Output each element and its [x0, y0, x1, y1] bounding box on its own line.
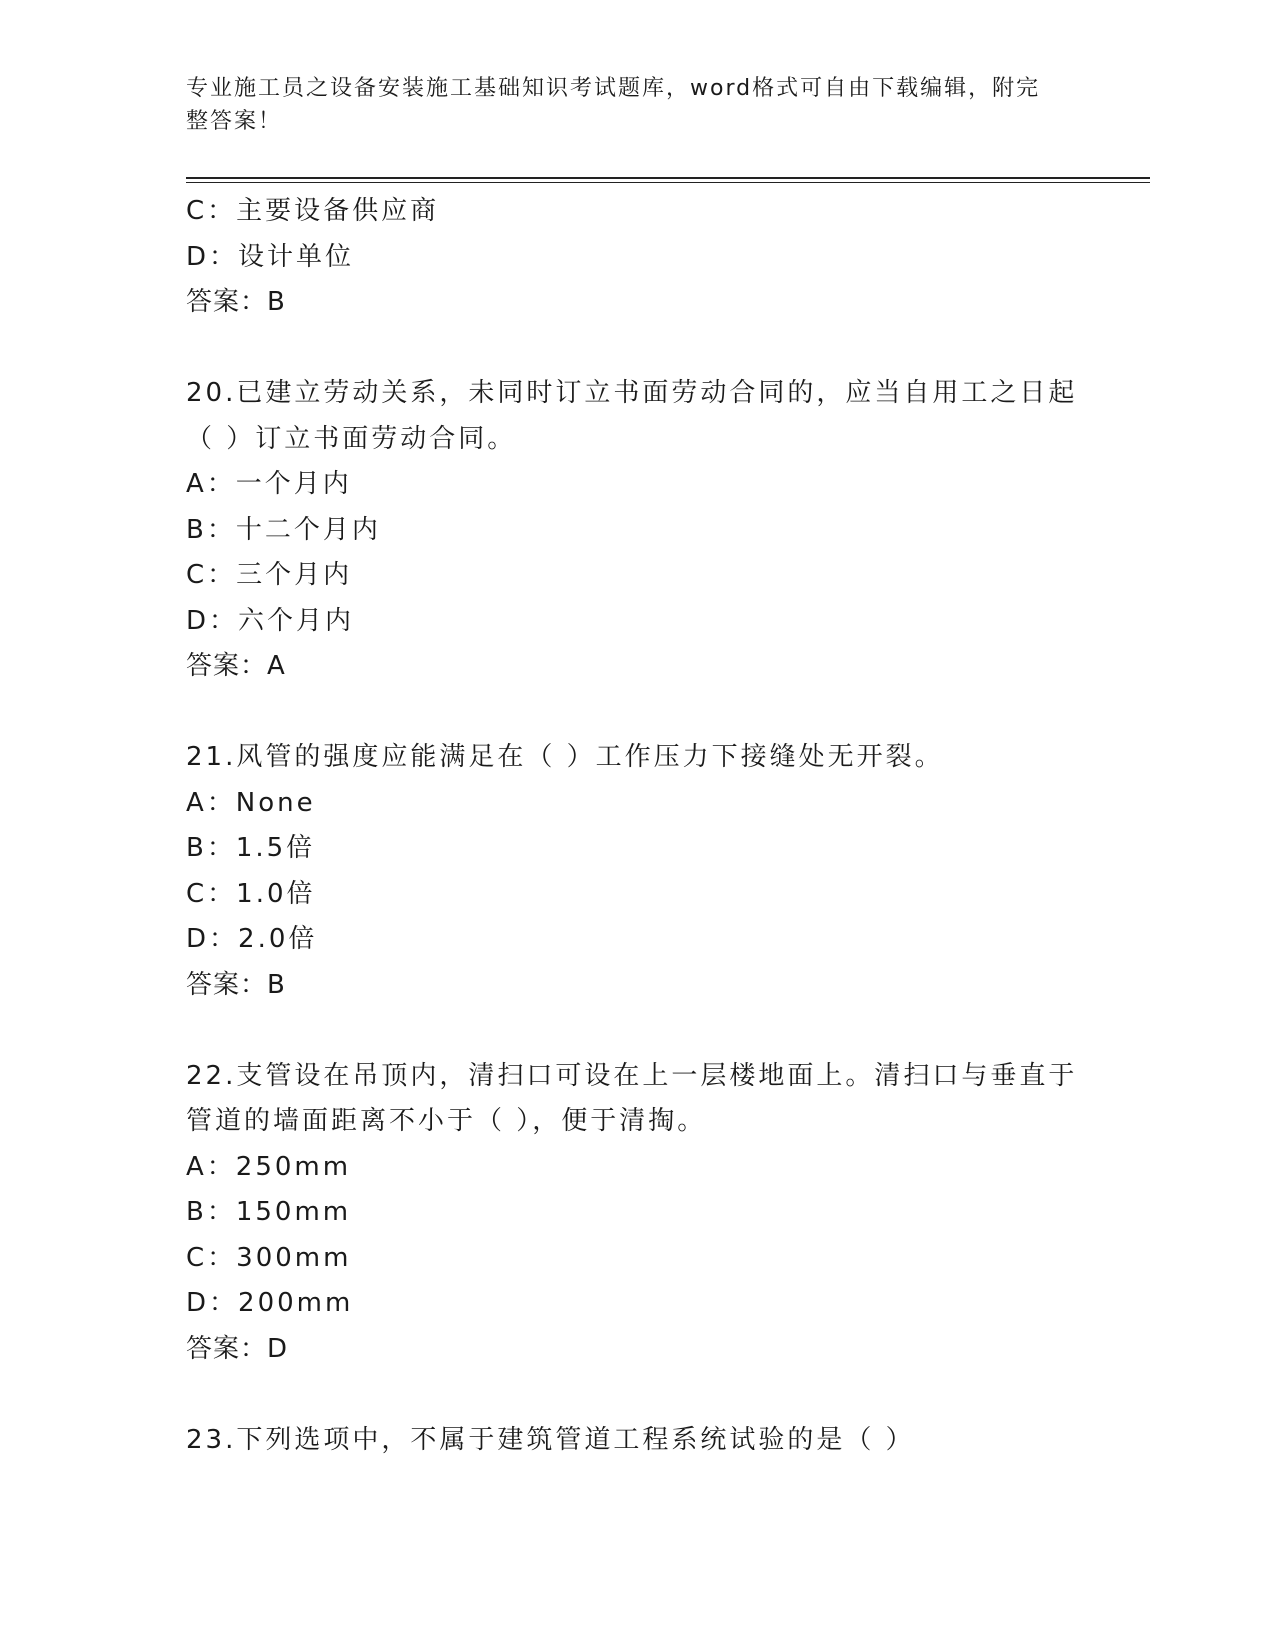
question-block-22	[186, 1054, 1086, 1373]
question-stem: 23.下列选项中，不属于建筑管道工程系统试验的是（ ）	[186, 1424, 915, 1455]
spacer	[186, 1008, 1086, 1054]
answer-line: 答案：A	[186, 651, 286, 681]
question-block-23	[186, 1418, 1086, 1464]
question-list	[186, 189, 1086, 1463]
header-divider-thick	[186, 177, 1150, 179]
option-d: D：200mm	[186, 1288, 354, 1318]
page-header	[186, 72, 1066, 138]
option-d: D：六个月内	[186, 605, 355, 636]
question-stem: 21.风管的强度应能满足在（ ）工作压力下接缝处无开裂。	[186, 742, 944, 772]
option-b: B：1.5倍	[186, 833, 316, 863]
option-a: A：None	[186, 787, 316, 818]
question-stem: 22.支管设在吊顶内，清扫口可设在上一层楼地面上。清扫口与垂直于	[186, 1060, 1078, 1091]
option-b: B：150mm	[186, 1197, 352, 1227]
question-stem-continued: （ ）订立书面劳动合同。	[186, 423, 517, 454]
option-d: D：设计单位	[186, 241, 355, 272]
question-stem: 20.已建立劳动关系，未同时订立书面劳动合同的，应当自用工之日起	[186, 378, 1078, 408]
option-d: D：2.0倍	[186, 924, 318, 954]
option-c: C：1.0倍	[186, 878, 316, 909]
spacer	[186, 326, 1086, 372]
header-divider-thin	[186, 182, 1150, 183]
question-stem-continued: 管道的墙面距离不小于（ ），便于清掏。	[186, 1106, 707, 1136]
answer-line: 答案：B	[186, 969, 286, 1000]
option-c: C：300mm	[186, 1242, 352, 1273]
question-block-21	[186, 735, 1086, 1008]
answer-line: 答案：B	[186, 287, 286, 317]
option-a: A：250mm	[186, 1151, 352, 1182]
option-c: C：三个月内	[186, 560, 353, 590]
header-line-1: 专业施工员之设备安装施工基础知识考试题库，word格式可自由下载编辑，附完	[186, 76, 1041, 101]
answer-line: 答案：D	[186, 1333, 289, 1364]
option-b: B：十二个月内	[186, 514, 381, 545]
question-block-19-tail	[186, 189, 1086, 326]
option-a: A：一个月内	[186, 469, 352, 499]
spacer	[186, 690, 1086, 736]
option-c: C：主要设备供应商	[186, 196, 440, 226]
header-line-2: 整答案！	[186, 109, 283, 134]
question-block-20	[186, 371, 1086, 690]
spacer	[186, 1372, 1086, 1418]
